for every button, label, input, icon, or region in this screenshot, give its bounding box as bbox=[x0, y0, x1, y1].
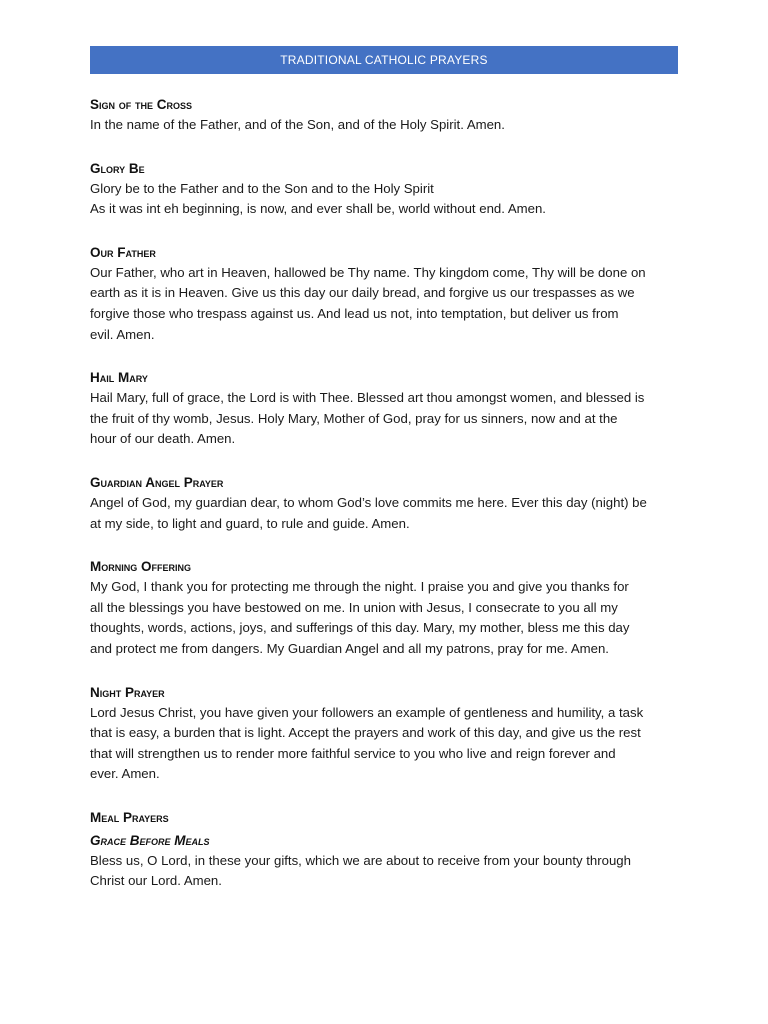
prayer-line: Lord Jesus Christ, you have given your followers an example of gentleness and humility, a task bbox=[90, 704, 644, 720]
document-page bbox=[90, 46, 678, 892]
prayer-morning-offering bbox=[90, 557, 678, 659]
prayer-heading: Guardian Angel Prayer bbox=[90, 474, 224, 490]
prayer-heading: Our Father bbox=[90, 244, 156, 260]
prayer-line: earth as it is in Heaven. Give us this day our daily bread, and forgive us our trespasses as we bbox=[90, 285, 635, 301]
prayer-line: Christ our Lord. Amen. bbox=[90, 873, 222, 889]
prayer-line: forgive those who trespass against us. And lead us not, into temptation, but deliver us from bbox=[90, 305, 619, 321]
prayer-heading: Glory Be bbox=[90, 160, 145, 176]
prayer-heading: Hail Mary bbox=[90, 370, 148, 386]
prayer-line: Our Father, who art in Heaven, hallowed be Thy name. Thy kingdom come, Thy will be done on bbox=[90, 264, 646, 280]
prayer-heading: Meal Prayers bbox=[90, 809, 169, 825]
prayer-subheading: Grace Before Meals bbox=[90, 832, 210, 848]
prayer-line: all the blessings you have bestowed on me. In union with Jesus, I consecrate to you all my bbox=[90, 599, 618, 615]
prayer-line: the fruit of thy womb, Jesus. Holy Mary, Mother of God, pray for us sinners, now and at the bbox=[90, 410, 618, 426]
prayer-line: Angel of God, my guardian dear, to whom God’s love commits me here. Ever this day (night) be bbox=[90, 494, 647, 510]
prayer-line: ever. Amen. bbox=[90, 766, 160, 782]
prayer-line: Glory be to the Father and to the Son and to the Holy Spirit bbox=[90, 180, 434, 196]
prayer-sign-of-cross bbox=[90, 95, 678, 136]
prayer-night-prayer bbox=[90, 683, 678, 785]
prayer-line: Hail Mary, full of grace, the Lord is with Thee. Blessed art thou amongst women, and blessed is bbox=[90, 390, 645, 406]
prayer-our-father bbox=[90, 243, 678, 345]
prayer-heading: Morning Offering bbox=[90, 559, 191, 575]
prayer-line: thoughts, words, actions, joys, and sufferings of this day. Mary, my mother, bless me this day bbox=[90, 620, 630, 636]
prayer-guardian-angel bbox=[90, 473, 678, 534]
prayer-line: Bless us, O Lord, in these your gifts, which we are about to receive from your bounty through bbox=[90, 852, 631, 868]
prayer-line: hour of our death. Amen. bbox=[90, 431, 236, 447]
prayer-line: that will strengthen us to render more faithful service to you who live and reign forever and bbox=[90, 745, 616, 761]
prayer-meal-prayers bbox=[90, 808, 678, 892]
prayer-line: As it was int eh beginning, is now, and ever shall be, world without end. Amen. bbox=[90, 201, 546, 217]
prayer-line: My God, I thank you for protecting me through the night. I praise you and give you thanks for bbox=[90, 579, 629, 595]
prayer-hail-mary bbox=[90, 368, 678, 450]
prayer-heading: Sign of the Cross bbox=[90, 97, 193, 112]
prayer-line: at my side, to light and guard, to rule and guide. Amen. bbox=[90, 515, 410, 531]
prayer-line: and protect me from dangers. My Guardian Angel and all my patrons, pray for me. Amen. bbox=[90, 640, 609, 656]
prayer-line: that is easy, a burden that is light. Accept the prayers and work of this day, and give us the rest bbox=[90, 725, 641, 741]
prayer-glory-be bbox=[90, 159, 678, 220]
prayer-heading: Night Prayer bbox=[90, 684, 165, 700]
prayer-line: In the name of the Father, and of the Son, and of the Holy Spirit. Amen. bbox=[90, 117, 505, 132]
prayer-line: evil. Amen. bbox=[90, 326, 155, 342]
document-title-banner: TRADITIONAL CATHOLIC PRAYERS bbox=[90, 46, 678, 74]
